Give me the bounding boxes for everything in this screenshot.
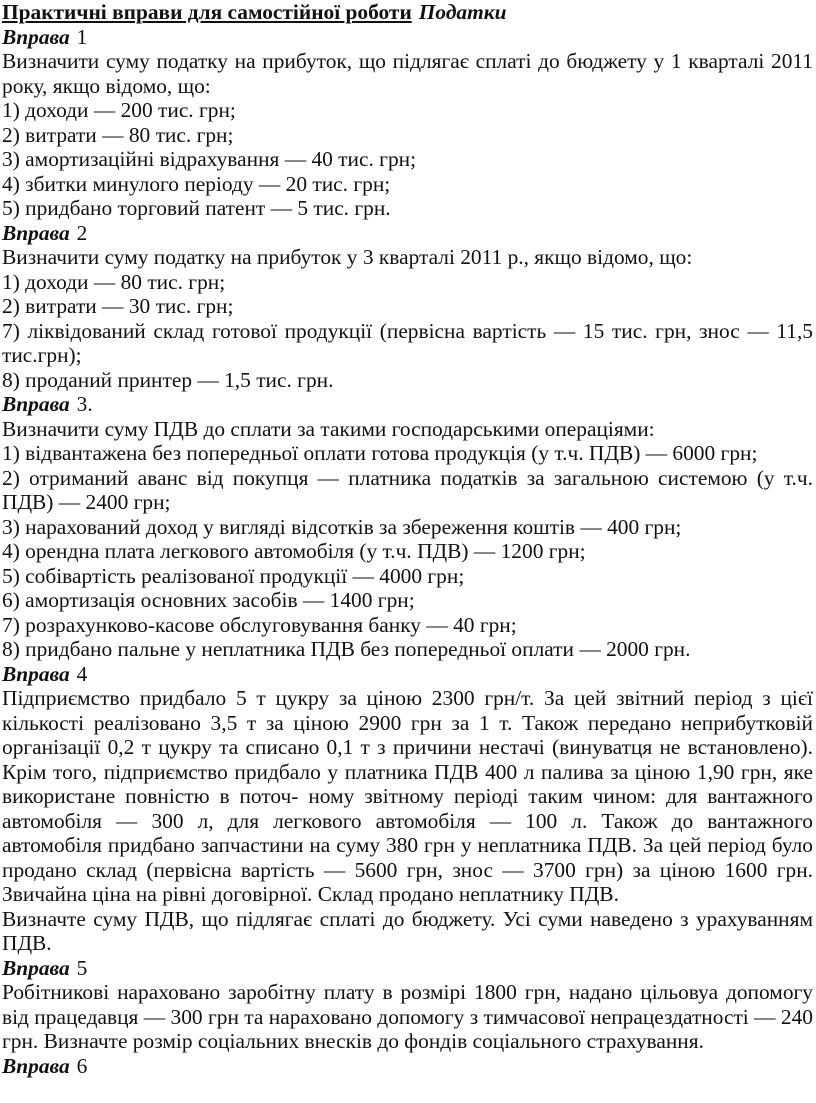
exercise-text-line: використане повністю в поточ- ному звітному періоді таким чином: для вантажного — [2, 784, 813, 808]
exercise-block — [2, 662, 813, 956]
exercise-block — [2, 956, 813, 1054]
page-title-line — [2, 0, 813, 25]
exercise-heading-label: Вправа — [2, 392, 70, 416]
exercise-block — [2, 392, 813, 662]
exercise-heading — [2, 662, 813, 687]
exercise-heading — [2, 221, 813, 246]
exercise-text-line: 4) збитки минулого періоду — 20 тис. грн; — [2, 171, 391, 196]
exercise-number: 6 — [76, 1053, 88, 1078]
exercise-text-line: Визначити суму податку на прибуток у 3 кварталі 2011 р., якщо відомо, що: — [2, 245, 693, 269]
exercise-text-line: Підприємство придбало 5 т цукру за ціною 2300 грн/т. За цей звітний період з цієї — [2, 686, 813, 710]
exercise-text-line: 2) витрати — 80 тис. грн; — [2, 122, 234, 147]
exercise-text-line: 7) розрахунково-касове обслуговування банку — 40 грн; — [2, 612, 517, 637]
exercise-heading-label: Вправа — [2, 661, 70, 686]
exercise-text-line: 2) витрати — 30 тис. грн; — [2, 294, 234, 318]
exercise-text-line: Робітникові нараховано заробітну плату в розмірі 1800 грн, надано цільовуа допомогу — [2, 980, 813, 1004]
exercise-text-line: 7) ліквідований склад готової продукції (первісна вартість — 15 тис. грн, знос — 11,5 — [2, 318, 813, 343]
exercise-text-line: року, якщо відомо, що: — [2, 73, 211, 98]
exercise-heading-label: Вправа — [2, 1053, 70, 1078]
exercise-heading-label: Вправа — [2, 24, 70, 49]
exercise-text-line: 6) амортизація основних засобів — 1400 грн; — [2, 588, 415, 612]
page-topic: Податки — [418, 0, 507, 24]
exercise-text-line: продано склад (первісна вартість — 5600 грн, знос — 3700 грн) за ціною 1600 грн. — [2, 857, 813, 882]
exercise-text-line: Звичайна ціна на рівні договірної. Склад продано неплатнику ПДВ. — [2, 882, 619, 906]
exercise-heading — [2, 1054, 813, 1079]
exercise-block — [2, 25, 813, 221]
exercise-block — [2, 1054, 813, 1079]
exercise-heading — [2, 392, 813, 417]
exercise-heading — [2, 956, 813, 981]
exercise-heading-label: Вправа — [2, 955, 70, 980]
exercise-text-line: ПДВ. — [2, 931, 52, 955]
exercise-number: 5 — [76, 955, 88, 980]
exercise-text-line: тис.грн); — [2, 343, 82, 367]
exercise-text-line: 3) амортизаційні відрахування — 40 тис. грн; — [2, 147, 417, 171]
exercise-text-line: ПДВ) — 2400 грн; — [2, 490, 171, 514]
exercise-text-line: Визначити суму податку на прибуток, що підлягає сплаті до бюджету у 1 кварталі 2011 — [2, 49, 813, 73]
exercise-text-line: 1) відвантажена без попередньої оплати готова продукція (у т.ч. ПДВ) — 6000 грн; — [2, 441, 758, 465]
exercise-text-line: Визначити суму ПДВ до сплати за такими господарськими операціями: — [2, 416, 655, 441]
exercise-text-line: від працедавця — 300 грн та нараховано допомогу з тимчасової непрацездатності — 240 — [2, 1004, 813, 1029]
exercise-number: 2 — [76, 220, 88, 245]
page-title: Практичні вправи для самостійної роботи — [2, 0, 412, 24]
exercise-block — [2, 221, 813, 393]
exercise-text-line: 1) доходи — 200 тис. грн; — [2, 98, 236, 122]
exercise-number: 4 — [76, 661, 88, 686]
exercise-text-line: 1) доходи — 80 тис. грн; — [2, 269, 226, 294]
exercise-text-line: 4) орендна плата легкового автомобіля (у т.ч. ПДВ) — 1200 грн; — [2, 539, 586, 563]
exercise-heading — [2, 25, 813, 50]
exercise-text-line: грн. Визначте розмір соціальних внесків до фондів соціального страхування. — [2, 1029, 704, 1053]
exercise-text-line: Визначте суму ПДВ, що підлягає сплаті до бюджету. Усі суми наведено з урахуванням — [2, 906, 813, 931]
exercise-text-line: 2) отриманий аванс від покупця — платника податків за загальною системою (у т.ч. — [2, 465, 813, 490]
exercise-text-line: 3) нарахований доход у вигляді відсотків за збереження коштів — 400 грн; — [2, 514, 682, 539]
exercise-text-line: автомобіля — 300 л, для легкового автомобіля — 100 л. Також до вантажного — [2, 808, 813, 833]
exercise-text-line: 5) придбано торговий патент — 5 тис. грн. — [2, 196, 391, 220]
exercise-text-line: 8) придбано пальне у неплатника ПДВ без попередньої оплати — 2000 грн. — [2, 637, 691, 661]
exercise-list — [2, 25, 813, 1079]
exercise-text-line: кількості реалізовано 3,5 т за ціною 2900 грн за 1 т. Також передано неприбутковій — [2, 710, 813, 735]
exercise-number: 3. — [76, 392, 93, 416]
exercise-text-line: 5) собівартість реалізованої продукції — 4000 грн; — [2, 563, 465, 588]
exercise-number: 1 — [76, 24, 88, 49]
exercise-text-line: автомобіля придбано запчастини на суму 380 грн у неплатника ПДВ. За цей період було — [2, 833, 813, 857]
exercise-text-line: організації 0,2 т цукру та списано 0,1 т з причини нестачі (винуватця не встановлено). — [2, 735, 813, 759]
exercise-text-line: Крім того, підприємство придбало у платника ПДВ 400 л палива за ціною 1,90 грн, яке — [2, 759, 813, 784]
exercise-text-line: 8) проданий принтер — 1,5 тис. грн. — [2, 367, 334, 392]
exercise-heading-label: Вправа — [2, 220, 70, 245]
